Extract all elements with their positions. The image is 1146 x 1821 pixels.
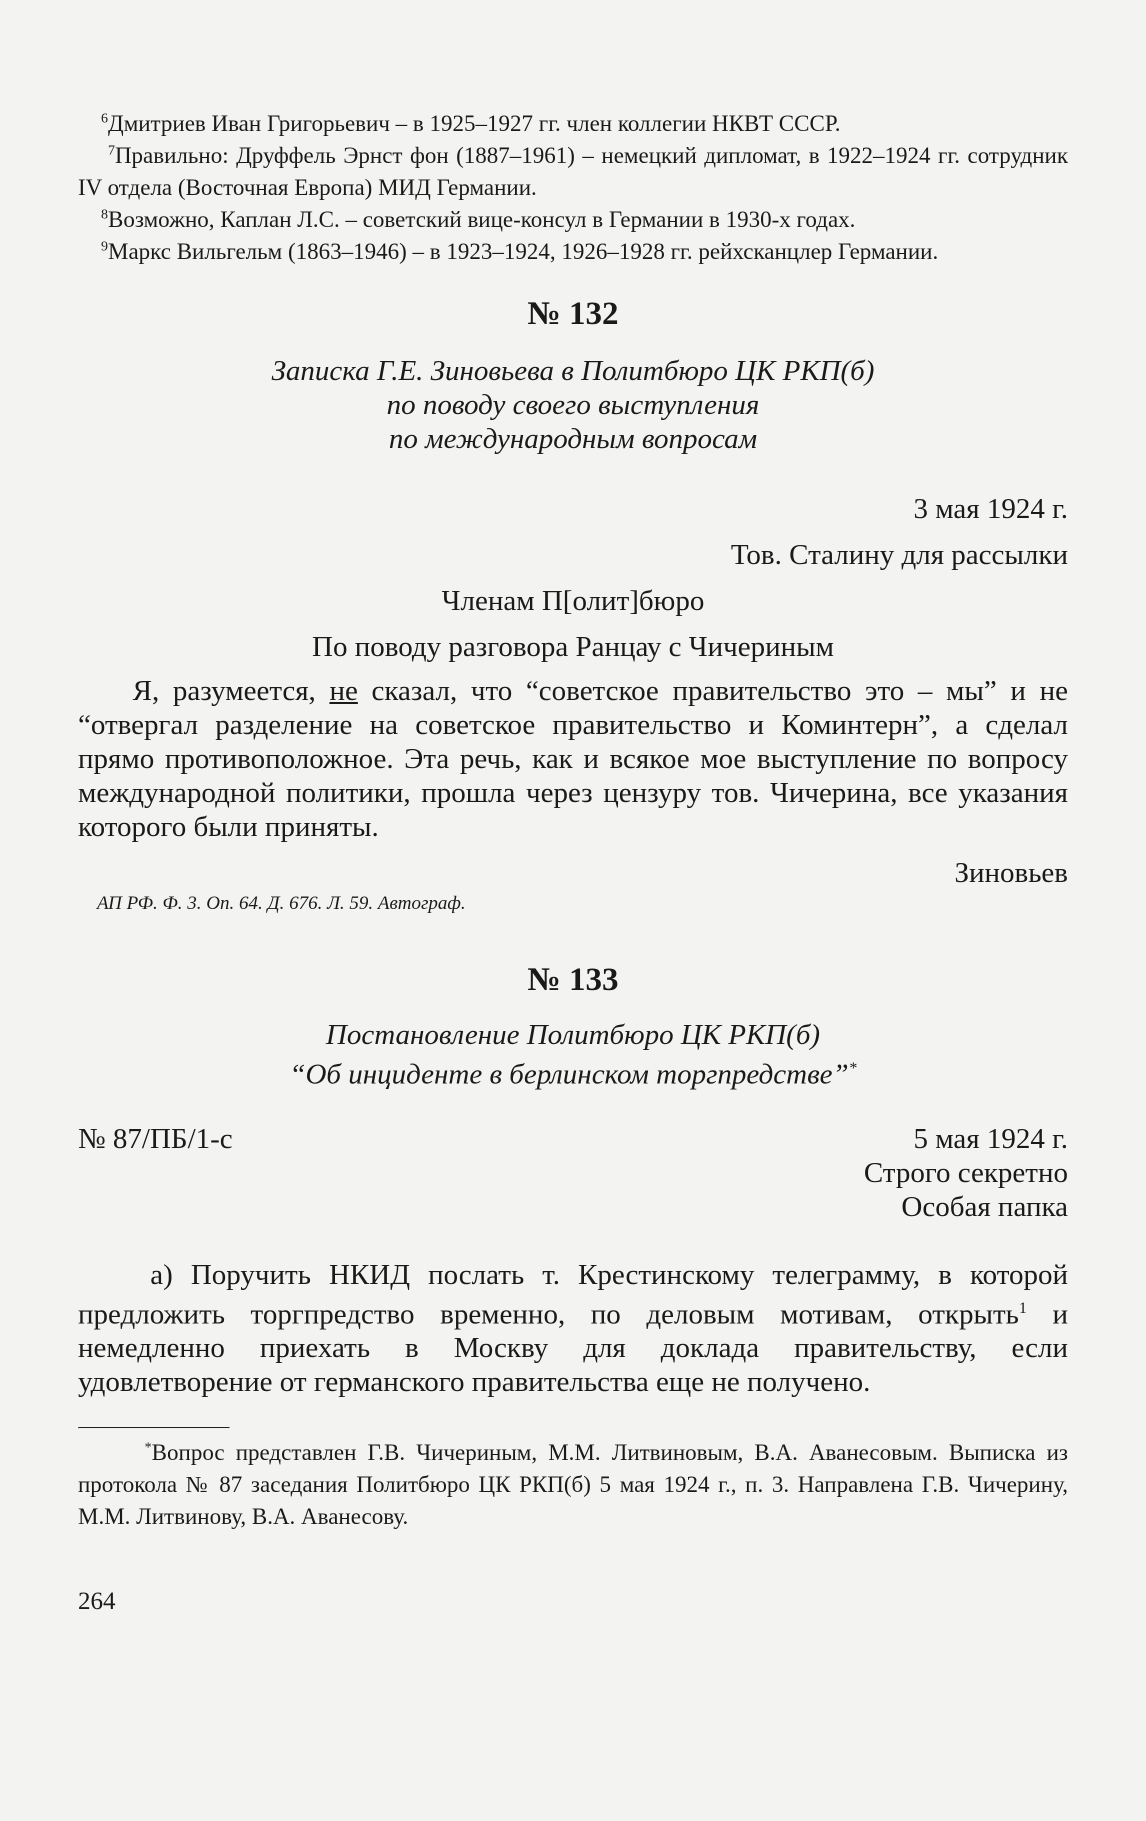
doc133-title-line-2: “Об инциденте в берлинском торгпредстве”* — [289, 1058, 857, 1091]
footnote-8: $^8$Возможно, Каплан Л.С. – советский вице-консул в Германии в 1930-х годах. — [101, 207, 856, 232]
doc133-date: 5 мая 1924 г. — [913, 1122, 1068, 1155]
doc133-protocol-row — [78, 1122, 1068, 1156]
doc132-addressee-2: Членам П[олит]бюро — [441, 585, 705, 617]
doc132-subject: По поводу разговора Ранцау с Чичериным — [312, 631, 834, 663]
doc132-title-line-2: по поводу своего выступления — [386, 389, 760, 421]
doc133-paragraph: а) Поручить НКИД послать т. Крестинскому телеграмму, в которой предложить торгпредство временно, по деловым мотивам, открыть$^1$ и немедленно приехать в Москву для доклада правительству, если удовлетворение от германского правительства еще не получено. — [78, 1258, 1068, 1399]
doc132-title-line-3: по международным вопросам — [388, 423, 758, 455]
doc132-title-line-1: Записка Г.Е. Зиновьева в Политбюро ЦК РКП(б) — [271, 355, 875, 387]
doc133-secret-1: Строго секретно — [863, 1156, 1068, 1189]
footnote-9: $^9$Маркс Вильгельм (1863–1946) – в 1923–1924, 1926–1928 гг. рейхсканцлер Германии. — [101, 239, 939, 264]
footnotes-top — [78, 108, 1068, 268]
doc133-secret-2: Особая папка — [901, 1190, 1068, 1223]
footnote-6: $^6$Дмитриев Иван Григорьевич – в 1925–1927 гг. член коллегии НКВТ СССР. — [101, 111, 841, 136]
doc132-archive: АП РФ. Ф. 3. Оп. 64. Д. 676. Л. 59. Автограф. — [97, 893, 466, 914]
doc132-date: 3 мая 1924 г. — [913, 493, 1068, 525]
footnote-7: $^7$Правильно: Друффель Эрнст фон (1887–1961) – немецкий дипломат, в 1922–1924 гг. сотрудник IV отдела (Восточная Европа) МИД Германии. — [78, 143, 1069, 200]
footnote-asterisk: *Вопрос представлен Г.В. Чичериным, М.М. Литвиновым, В.А. Аванесовым. Выписка из протокола № 87 заседания Политбюро ЦК РКП(б) 5 мая 1924 г., п. 3. Направлена Г.В. Чичерину, М.М. Литвинову, В.А. Аванесову. — [78, 1440, 1069, 1530]
doc133-number: № 133 — [527, 962, 619, 998]
doc132-addressee-1: Тов. Сталину для рассылки — [730, 539, 1068, 571]
page-number: 264 — [78, 1588, 116, 1616]
doc132-signature: Зиновьев — [954, 857, 1068, 889]
doc132-number: № 132 — [527, 296, 619, 332]
doc132-paragraph: Я, разумеется, не сказал, что “советское правительство это – мы” и не “отвергал разделение на советское правительство и Коминтерн”, а сделал прямо противоположное. Эта речь, как и всякое мое выступление по вопросу международной политики, прошла через цензуру тов. Чичерина, все указания которого были приняты. — [78, 675, 1068, 843]
doc133-protocol: № 87/ПБ/1-с — [78, 1122, 233, 1155]
page — [78, 108, 1068, 1641]
doc133-title-line-1: Постановление Политбюро ЦК РКП(б) — [325, 1019, 821, 1051]
